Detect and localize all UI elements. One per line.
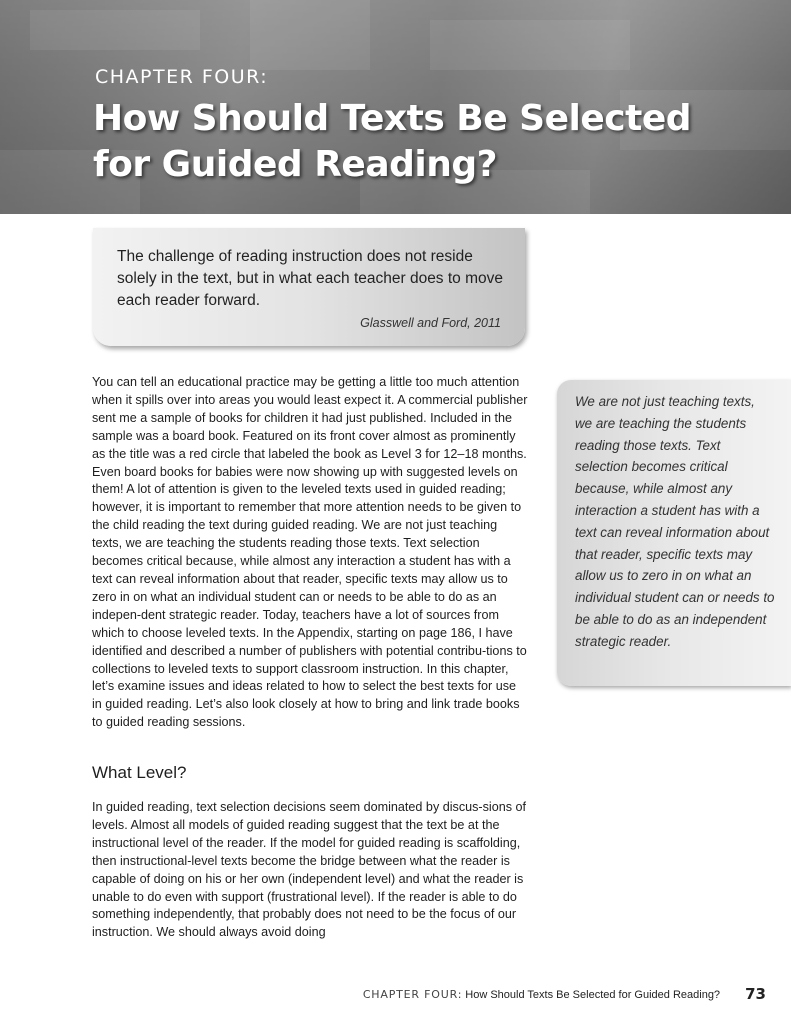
page-footer — [363, 985, 766, 1003]
chapter-header-banner — [0, 0, 791, 214]
section-heading: What Level? — [92, 763, 187, 782]
body-paragraph-1: You can tell an educational practice may be getting a little too much attention when it spills over into areas you would least expect it. A commercial publisher sent me a sample of books for children it had just published. Included in the sample was a board book. Featured on its front cover almost as prominently as the title was a red circle that labeled the book as Level 3 for 12–18 months. Even board books for babies were now showing up with suggested levels on them! A lot of attention is given to the leveled texts used in guided reading; however, it is important to remember that more attention needs to be given to the child reading the text during guided reading. We are not just teaching texts, we are teaching the students reading those texts. Text selection becomes critical because, while almost any interaction a student has with a text can reveal information about that reader, specific texts may allow us to zero in on what an individual student can or needs to be able to do as an indepen-dent strategic reader. Today, teachers have a lot of sources from which to choose leveled texts. In the Appendix, starting on page 186, I have identified and described a number of publishers with potential contribu-tions to collections to leveled texts to support classroom instruction. In this chapter, let’s examine issues and ideas related to how to select the best texts for use in guided reading. Let’s also look closely at how to bring and link trade books to guided reading sessions. — [92, 375, 528, 730]
page-number: 73 — [745, 985, 766, 1003]
pull-quote-text: We are not just teaching texts, we are teaching the students reading those texts. Text selection becomes critical because, while almost any interaction a student has with a text can reveal information about that reader, specific texts may allow us to zero in on what an individual student can or needs to be able to do as an independent strategic reader. — [575, 394, 775, 649]
pull-quote-box — [557, 380, 791, 686]
epigraph-box — [93, 228, 525, 346]
epigraph-text: The challenge of reading instruction does not reside solely in the text, but in what each teacher does to move each reader forward. — [117, 248, 504, 309]
footer-chapter-label: CHAPTER FOUR: — [362, 988, 463, 1001]
body-paragraph-2: In guided reading, text selection decisions seem dominated by discus-sions of levels. Almost all models of guided reading suggest that the text be at the instructional level of the reader. If the model for guided reading is scaffolding, then instructional-level texts become the bridge between what the reader is capable of doing on his or her own (independent level) and what the reader is unable to do even with support (frustrational level). If the reader is able to do something independently, that probably does not need to be the focus of our instruction. We should always avoid doing — [92, 800, 527, 940]
chapter-title: How Should Texts Be Selected for Guided Reading? — [93, 98, 692, 185]
epigraph-citation: Glasswell and Ford, 2011 — [360, 316, 501, 330]
chapter-label: CHAPTER FOUR: — [95, 66, 269, 88]
footer-chapter-title: How Should Texts Be Selected for Guided Reading? — [465, 989, 721, 1001]
